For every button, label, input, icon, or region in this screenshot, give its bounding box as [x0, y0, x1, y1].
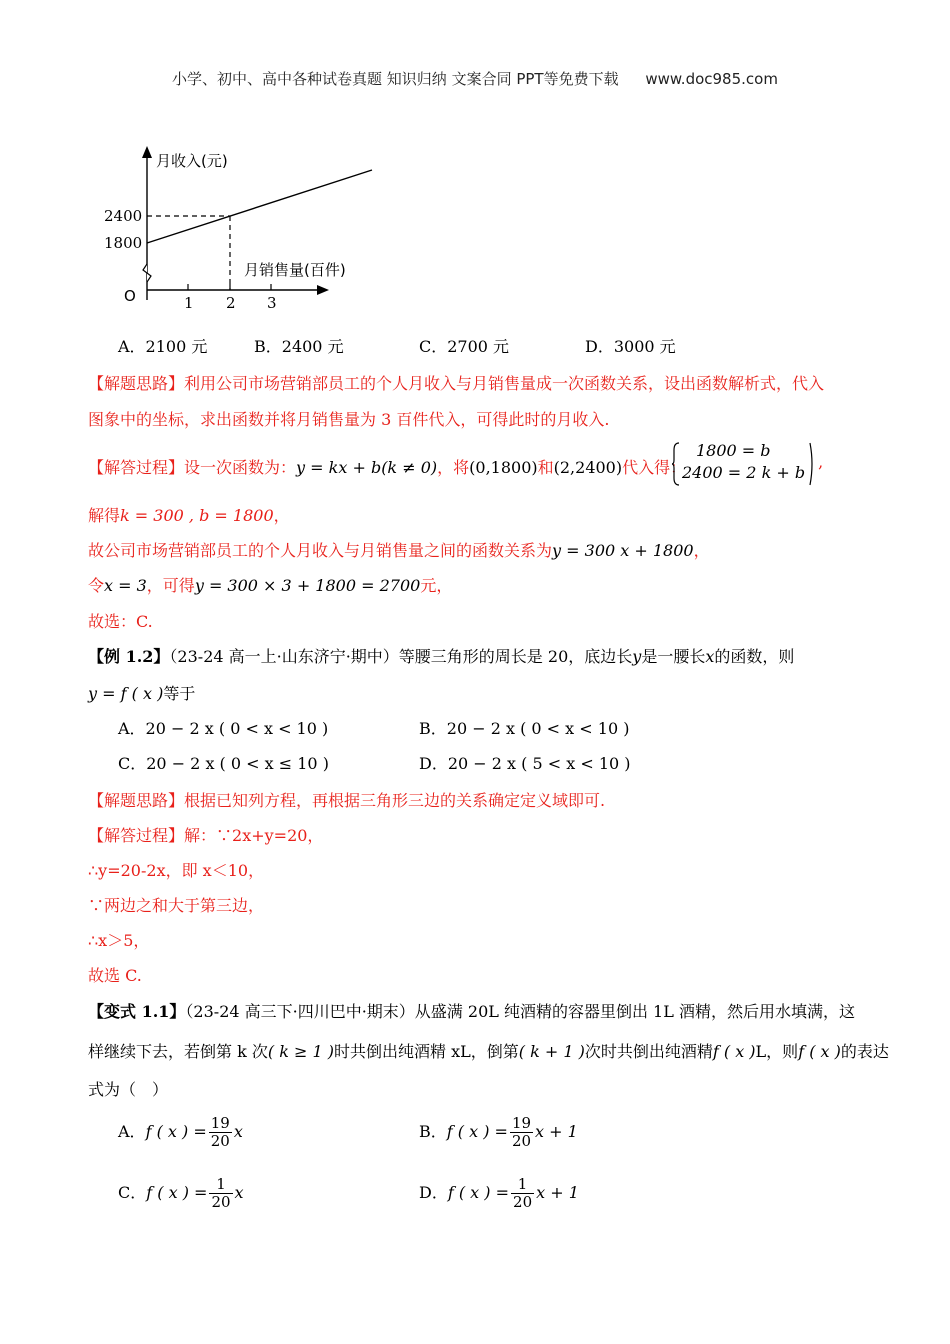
- ex12-line2-expr: y = f ( x ): [88, 684, 164, 703]
- right-paren: [809, 442, 815, 486]
- q1-proc-tag: 【解答过程】: [88, 458, 185, 477]
- q1-idea-line1: [88, 371, 824, 394]
- ex12-process-line: [88, 823, 323, 846]
- ex12-option-b: B．20 − 2 x ( 0 < x < 10 ): [419, 719, 630, 738]
- q1-option-b: B．2400 元: [254, 337, 344, 356]
- q1-idea-line2: 图象中的坐标，求出函数并将月销售量为 3 百件代入，可得此时的月收入.: [88, 410, 610, 429]
- y-tick-2400: 2400: [104, 207, 143, 225]
- q1-proc-p1: (0,1800): [469, 458, 538, 477]
- income-graph: [100, 140, 380, 310]
- x-axis-arrow: [317, 285, 329, 295]
- q1-solve-expr: k = 300 , b = 1800: [120, 506, 274, 525]
- origin-label: O: [124, 287, 136, 305]
- q1-proc-mid: ，将: [437, 458, 470, 477]
- axis-break: [143, 264, 151, 282]
- ex12-mid: 是一腰长: [641, 647, 706, 666]
- var11-option-b: B．f ( x ) = $\frac{19}{20}$ x + 1: [419, 1114, 578, 1150]
- var11-line2a: 样继续下去，若倒第 k 次: [88, 1042, 268, 1061]
- var11-line2h: f ( x ): [798, 1042, 841, 1061]
- ex12-proc-text: 解：∵2x+y=20，: [184, 826, 324, 845]
- header-text: 小学、初中、高中各种试卷真题 知识归纳 文案合同 PPT等免费下载: [172, 70, 619, 88]
- ex12-answer: 故选 C.: [88, 966, 142, 985]
- var11-line2d: ( k + 1 ): [518, 1042, 585, 1061]
- q1-option-a: A．2100 元: [118, 337, 208, 356]
- ex12-idea-line: [88, 788, 605, 811]
- var11-line2f: f ( x ): [712, 1042, 756, 1061]
- q1-proc-and: 和: [537, 458, 554, 477]
- q1-proc-sub: 代入得：: [622, 458, 687, 477]
- ex12-idea-tag: 【解题思路】: [88, 791, 185, 810]
- x-axis-label: 月销售量(百件): [244, 261, 346, 279]
- var11-option-a: A．f ( x ) = $\frac{19}{20}$ x: [118, 1114, 243, 1150]
- y-axis-arrow: [142, 146, 152, 158]
- q1-answer: 故选：C.: [88, 612, 153, 631]
- q1-let-x: x = 3: [104, 576, 147, 595]
- y-tick-1800: 1800: [104, 234, 143, 252]
- var11-option-c: C．f ( x ) = $\frac{1}{20}$ x: [118, 1175, 244, 1211]
- ex12-source: （23-24 高一上·山东济宁·期中）等腰三角形的周长是 20，底边长: [169, 647, 633, 666]
- var11-line2: [88, 1039, 889, 1062]
- var11-line2i: 的表达: [840, 1042, 889, 1061]
- var11-line1: [88, 999, 855, 1022]
- q1-option-c: C．2700 元: [419, 337, 510, 356]
- q1-proc-p2: (2,2400): [553, 458, 623, 477]
- ex12-step1: ∴y=20-2x，即 x＜10，: [88, 861, 265, 880]
- var11-line2e: 次时共倒出纯酒精: [584, 1042, 713, 1061]
- page-header: [0, 68, 950, 89]
- q1-idea-text1: 利用公司市场营销部员工的个人月收入与月销售量成一次函数关系，设出函数解析式，代入: [184, 374, 825, 393]
- ex12-option-d: D．20 − 2 x ( 5 < x < 10 ): [419, 754, 631, 773]
- q1-relation-line: 故公司市场营销部员工的个人月收入与月销售量之间的函数关系为y = 300 x + 1800，: [88, 541, 710, 560]
- q1-relation-text: 故公司市场营销部员工的个人月收入与月销售量之间的函数关系为: [88, 541, 553, 560]
- q1-option-d: D．3000 元: [585, 337, 676, 356]
- q1-relation-expr: y = 300 x + 1800: [552, 541, 694, 560]
- q1-process-line: [88, 455, 686, 478]
- q1-let-unit: 元，: [420, 576, 453, 595]
- q1-proc-text: 设一次函数为：: [184, 458, 297, 477]
- var11-line2g: L，则: [755, 1042, 799, 1061]
- ex12-option-c: C．20 − 2 x ( 0 < x ≤ 10 ): [118, 754, 329, 773]
- left-brace: [672, 442, 680, 486]
- ex12-proc-tag: 【解答过程】: [88, 826, 185, 845]
- ex12-x: x: [705, 647, 715, 666]
- ex12-line2-end: 等于: [163, 684, 196, 703]
- var11-line2b: ( k ≥ 1 ): [267, 1042, 334, 1061]
- x-tick-2: 2: [226, 294, 236, 310]
- ex12-end: 的函数，则: [714, 647, 795, 666]
- ex12-step3: ∴x＞5，: [88, 931, 150, 950]
- var11-option-d: D．f ( x ) = $\frac{1}{20}$ x + 1: [419, 1175, 579, 1211]
- ex12-line1: [88, 644, 794, 667]
- q1-solve-line: 解得k = 300 , b = 1800，: [88, 506, 290, 525]
- ex12-idea-text: 根据已知列方程，再根据三角形三边的关系确定定义域即可.: [184, 791, 606, 810]
- system-eq2: 2400 = 2 k + b: [682, 463, 806, 482]
- q1-idea-tag: 【解题思路】: [88, 374, 185, 393]
- x-tick-3: 3: [267, 294, 277, 310]
- ex12-line2: [88, 681, 195, 704]
- header-site: www.doc985.com: [645, 70, 778, 88]
- var11-line3: 式为（ ）: [88, 1080, 169, 1099]
- q1-let-label: 令: [88, 576, 105, 595]
- x-tick-1: 1: [184, 294, 194, 310]
- var11-line2c: 时共倒出纯酒精 xL，倒第: [333, 1042, 519, 1061]
- q1-let-expr: y = 300 × 3 + 1800 = 2700: [194, 576, 421, 595]
- ex12-option-a: A．20 − 2 x ( 0 < x < 10 ): [118, 719, 329, 738]
- q1-let-line: [88, 573, 452, 596]
- q1-solve-label: 解得: [88, 506, 121, 525]
- ex12-tag: 【例 1.2】: [88, 647, 170, 666]
- var11-line1-text: （23-24 高三下·四川巴中·期末）从盛满 20L 纯酒精的容器里倒出 1L 酒精，然后用水填满，这: [185, 1002, 855, 1021]
- q1-equation-system: 1800 = b 2400 = 2 k + b ,: [668, 440, 823, 484]
- system-eq1: 1800 = b: [696, 441, 771, 460]
- ex12-step2: ∵两边之和大于第三边，: [88, 896, 265, 915]
- q1-proc-func: y = kx + b(k ≠ 0): [296, 458, 438, 477]
- ex12-y: y: [632, 647, 642, 666]
- income-line: [147, 170, 372, 243]
- var11-tag: 【变式 1.1】: [88, 1002, 186, 1021]
- q1-let-mid: ，可得: [146, 576, 195, 595]
- y-axis-label: 月收入(元): [156, 152, 228, 170]
